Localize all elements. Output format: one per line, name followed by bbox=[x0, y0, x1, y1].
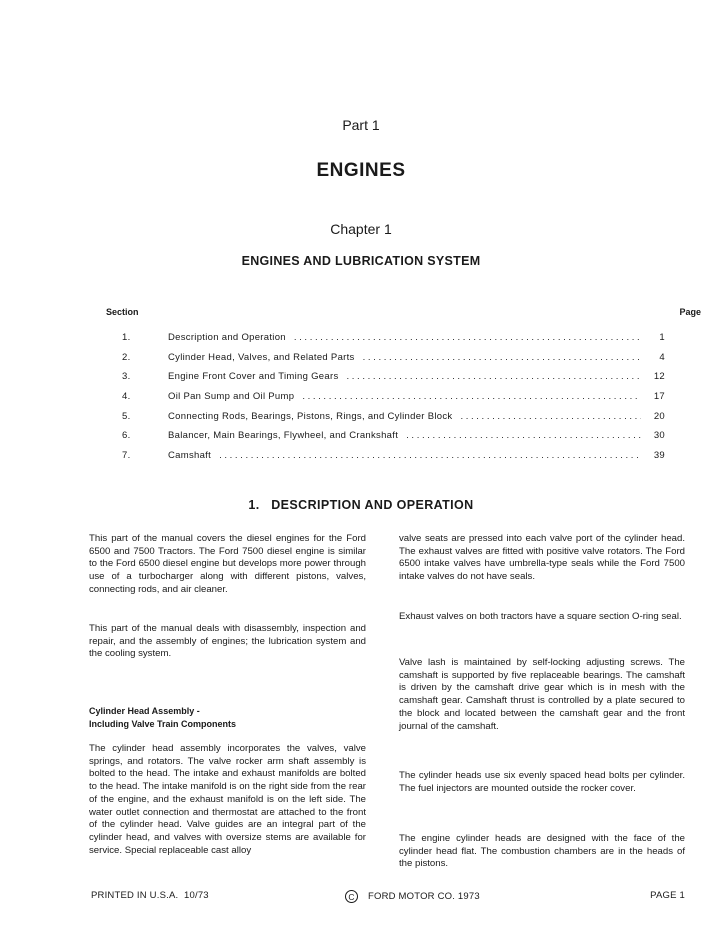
toc-section-header: Section bbox=[106, 307, 139, 317]
toc-item[interactable] bbox=[0, 364, 722, 384]
dot-leader bbox=[219, 450, 641, 461]
paragraph: Exhaust valves on both tractors have a square section O-ring seal. bbox=[399, 611, 682, 622]
toc-item-page: 20 bbox=[653, 410, 665, 422]
toc-item[interactable] bbox=[0, 325, 722, 345]
copyright-text: FORD MOTOR CO. 1973 bbox=[368, 891, 480, 902]
subheading-line: Cylinder Head Assembly - bbox=[89, 706, 200, 716]
toc-item-page: 30 bbox=[653, 430, 665, 442]
paragraph: valve seats are pressed into each valve port of the cylinder head. The exhaust valves are fitted with positive valve rotators. The Ford 6500 intake valves have umbrella-type seals while the Ford 7500 intake valves do not have seals. bbox=[399, 533, 685, 583]
dot-leader bbox=[294, 332, 641, 343]
table-of-contents bbox=[0, 325, 722, 463]
toc-item-page: 1 bbox=[659, 332, 665, 343]
dot-leader bbox=[460, 411, 641, 422]
paragraph: The engine cylinder heads are designed with the face of the cylinder head flat. The combustion chambers are in the heads of the pistons. bbox=[399, 833, 685, 870]
section-heading: 1. DESCRIPTION AND OPERATION bbox=[248, 498, 474, 512]
toc-item-label: Oil Pan Sump and Oil Pump bbox=[168, 391, 295, 403]
copyright-icon: C bbox=[345, 890, 358, 903]
paragraph: The cylinder head assembly incorporates the valves, valve springs, and rotators. The valve rocker arm shaft assembly is bolted to the head. The intake and exhaust manifolds are bolted to the head. The intake manifold is on the right side from the rear of the engine, and the exhaust manifold is on the left side. The water outlet connection and thermostat are attached to the front of the cylinder head. Valve guides are an integral part of the cylinder head, and valves with oversize stems are available for service. Special replaceable cast alloy bbox=[89, 743, 366, 856]
copyright-notice bbox=[345, 890, 480, 903]
toc-item-number: 4. bbox=[122, 391, 131, 403]
toc-item[interactable] bbox=[0, 345, 722, 365]
chapter-label: Chapter 1 bbox=[330, 221, 392, 237]
toc-item-number: 1. bbox=[122, 332, 131, 343]
part-title: ENGINES bbox=[316, 160, 406, 181]
toc-item-page: 17 bbox=[653, 391, 665, 403]
dot-leader bbox=[363, 352, 641, 363]
dot-leader bbox=[302, 391, 641, 402]
toc-item-label: Cylinder Head, Valves, and Related Parts bbox=[168, 351, 355, 363]
toc-item-label: Balancer, Main Bearings, Flywheel, and Crankshaft bbox=[168, 430, 399, 442]
page-number: PAGE 1 bbox=[650, 890, 685, 901]
toc-item-label: Camshaft bbox=[168, 450, 212, 462]
toc-item-label: Description and Operation bbox=[168, 332, 286, 343]
paragraph: This part of the manual deals with disassembly, inspection and repair, and the assembly of engines; the lubrication system and the cooling system. bbox=[89, 623, 366, 660]
paragraph: Valve lash is maintained by self-locking adjusting screws. The camshaft is supported by five replaceable bearings. The camshaft is driven by the camshaft drive gear which is in mesh with the camshaft gear. Camshaft thrust is controlled by a plate secured to the block and located between the camshaft gear and the front journal of the camshaft. bbox=[399, 657, 685, 732]
chapter-title: ENGINES AND LUBRICATION SYSTEM bbox=[241, 254, 481, 268]
dot-leader bbox=[406, 430, 641, 441]
toc-item-page: 4 bbox=[659, 351, 665, 363]
toc-item-page: 12 bbox=[653, 371, 665, 383]
toc-item[interactable] bbox=[0, 443, 722, 463]
dot-leader bbox=[347, 371, 642, 382]
toc-page-header: Page bbox=[679, 307, 701, 317]
toc-item[interactable] bbox=[0, 423, 722, 443]
toc-item-label: Connecting Rods, Bearings, Pistons, Rings, and Cylinder Block bbox=[168, 410, 453, 422]
toc-item[interactable] bbox=[0, 404, 722, 424]
toc-item-label: Engine Front Cover and Timing Gears bbox=[168, 371, 339, 383]
part-label: Part 1 bbox=[342, 117, 380, 133]
toc-item-number: 3. bbox=[122, 371, 131, 383]
toc-item-number: 7. bbox=[122, 450, 131, 462]
toc-item-number: 5. bbox=[122, 410, 131, 422]
paragraph: This part of the manual covers the diesel engines for the Ford 6500 and 7500 Tractors. The Ford 7500 diesel engine is similar to the Ford 6500 diesel engine but develops more power through use of a turbocharger along with different pistons, valves, connecting rods, and air cleaner. bbox=[89, 533, 366, 595]
toc-item-number: 2. bbox=[122, 351, 131, 363]
subheading-line: Including Valve Train Components bbox=[89, 718, 237, 729]
printed-info: PRINTED IN U.S.A. 10/73 bbox=[91, 890, 209, 901]
toc-item-page: 39 bbox=[653, 450, 665, 462]
toc-item-number: 6. bbox=[122, 430, 131, 442]
toc-item[interactable] bbox=[0, 384, 722, 404]
subheading bbox=[89, 705, 366, 730]
paragraph: The cylinder heads use six evenly spaced head bolts per cylinder. The fuel injectors are mounted outside the rocker cover. bbox=[399, 770, 685, 794]
